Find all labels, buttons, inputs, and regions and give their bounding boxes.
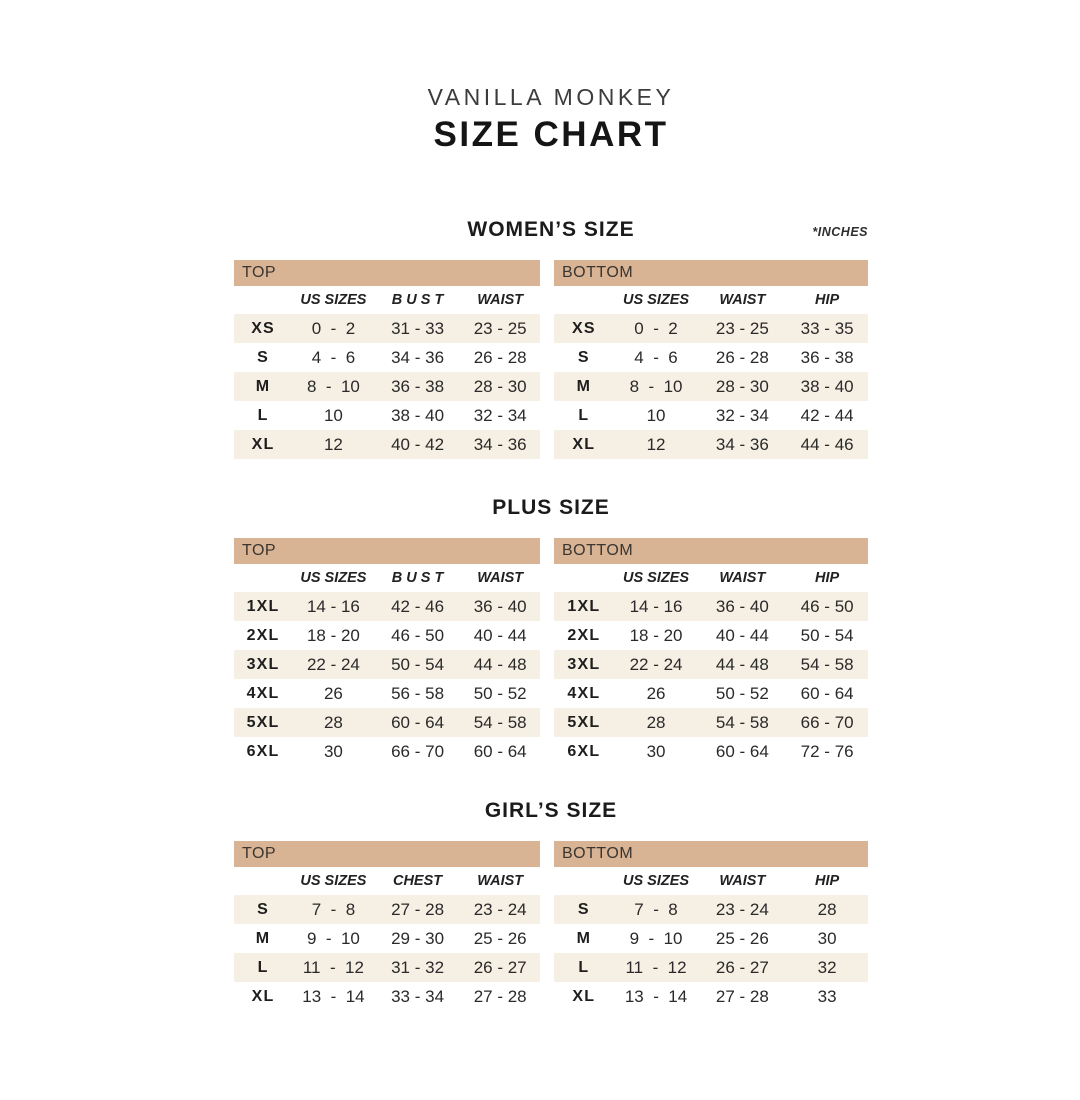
table-cell: 32 - 34 (473, 405, 527, 425)
table-row (554, 343, 868, 372)
size-label: 2XL (567, 626, 601, 644)
table-cell: 54 - 58 (715, 712, 769, 732)
table-bar-label: TOP (234, 538, 540, 564)
section-womens-header (234, 217, 868, 243)
size-label: XL (251, 987, 275, 1005)
table-cell: 12 (646, 434, 666, 454)
table-cell: 46 - 50 (800, 596, 854, 616)
size-label: L (578, 406, 590, 424)
column-header: HIP (815, 570, 840, 586)
table-cell: 27 - 28 (715, 986, 769, 1006)
table-cell: 29 - 30 (391, 928, 445, 948)
table-cell: 11 - 12 (302, 957, 364, 977)
table-row (554, 679, 868, 708)
table-cell: 66 - 70 (391, 741, 445, 761)
girls-top-table (234, 841, 540, 1011)
column-header: HIP (815, 292, 840, 308)
table-cell: 28 (646, 712, 666, 732)
size-label: L (257, 958, 269, 976)
table-cell: 9 - 10 (629, 928, 683, 948)
table-cell: 44 - 48 (473, 654, 527, 674)
size-label: 5XL (246, 713, 280, 731)
section-title: WOMEN’S SIZE (467, 218, 635, 241)
table-column-headers (234, 286, 540, 314)
table-row (234, 372, 540, 401)
table-cell: 31 - 33 (391, 318, 445, 338)
table-row (234, 953, 540, 982)
size-label: 5XL (567, 713, 601, 731)
table-cell: 40 - 42 (391, 434, 445, 454)
column-header: US SIZES (300, 570, 367, 586)
table-row (234, 679, 540, 708)
table-bar-label: TOP (234, 260, 540, 286)
column-header: WAIST (477, 570, 524, 586)
table-body (554, 314, 868, 459)
table-row (234, 708, 540, 737)
column-header: WAIST (477, 292, 524, 308)
table-cell: 31 - 32 (391, 957, 445, 977)
table-cell: 12 (323, 434, 343, 454)
table-cell: 34 - 36 (391, 347, 445, 367)
table-cell: 26 - 27 (473, 957, 527, 977)
section-plus-header (234, 495, 868, 521)
size-label: 6XL (567, 742, 601, 760)
size-label: 3XL (246, 655, 280, 673)
girls-bottom-table (554, 841, 868, 1011)
size-label: 1XL (567, 597, 601, 615)
table-cell: 25 - 26 (473, 928, 527, 948)
size-label: 1XL (246, 597, 280, 615)
table-body (554, 895, 868, 1011)
table-cell: 33 - 35 (800, 318, 854, 338)
table-cell: 44 - 48 (715, 654, 769, 674)
table-cell: 28 (817, 899, 837, 919)
column-header: CHEST (392, 873, 443, 889)
column-header: HIP (815, 873, 840, 889)
table-bar-label: BOTTOM (554, 260, 868, 286)
table-cell: 0 - 2 (634, 318, 678, 338)
size-label: XL (251, 435, 275, 453)
section-title: PLUS SIZE (492, 496, 610, 519)
size-label: M (255, 377, 271, 395)
size-label: L (578, 958, 590, 976)
table-row (234, 621, 540, 650)
table-cell: 22 - 24 (306, 654, 360, 674)
table-cell: 23 - 25 (715, 318, 769, 338)
table-column-headers (234, 867, 540, 895)
table-row (234, 924, 540, 953)
table-body (234, 314, 540, 459)
table-cell: 23 - 24 (715, 899, 769, 919)
table-cell: 38 - 40 (800, 376, 854, 396)
size-label: L (257, 406, 269, 424)
table-row (234, 430, 540, 459)
plus-top-table (234, 538, 540, 766)
size-label: S (257, 348, 269, 366)
table-row (234, 314, 540, 343)
table-cell: 27 - 28 (391, 899, 445, 919)
table-row (554, 953, 868, 982)
table-cell: 60 - 64 (715, 741, 769, 761)
table-row (554, 314, 868, 343)
table-cell: 18 - 20 (306, 625, 360, 645)
table-cell: 8 - 10 (629, 376, 683, 396)
table-cell: 33 - 34 (391, 986, 445, 1006)
section-girls-size (234, 798, 868, 1011)
size-label: 4XL (246, 684, 280, 702)
section-plus-size (234, 495, 868, 766)
table-column-headers (554, 867, 868, 895)
table-row (554, 372, 868, 401)
section-womens-size (234, 217, 868, 459)
size-chart-page (234, 0, 868, 1011)
table-cell: 26 (646, 683, 666, 703)
size-label: XL (572, 987, 596, 1005)
page-title: SIZE CHART (433, 115, 669, 154)
table-row (554, 737, 868, 766)
plus-bottom-table (554, 538, 868, 766)
table-body (554, 592, 868, 766)
section-title: GIRL’S SIZE (484, 799, 618, 822)
units-note: *INCHES (812, 225, 868, 239)
table-cell: 8 - 10 (306, 376, 360, 396)
table-cell: 26 (323, 683, 343, 703)
table-bar-label: BOTTOM (554, 538, 868, 564)
column-header: US SIZES (623, 873, 690, 889)
table-cell: 50 - 54 (800, 625, 854, 645)
table-cell: 14 - 16 (629, 596, 683, 616)
size-label: 4XL (567, 684, 601, 702)
table-row (554, 430, 868, 459)
womens-bottom-table (554, 260, 868, 459)
table-cell: 60 - 64 (473, 741, 527, 761)
table-cell: 36 - 38 (391, 376, 445, 396)
table-row (554, 982, 868, 1011)
column-header: B U S T (391, 570, 444, 586)
table-cell: 11 - 12 (625, 957, 687, 977)
plus-tables (234, 538, 868, 766)
table-column-headers (554, 286, 868, 314)
table-cell: 7 - 8 (634, 899, 678, 919)
table-cell: 36 - 38 (800, 347, 854, 367)
table-cell: 28 - 30 (715, 376, 769, 396)
table-cell: 50 - 52 (473, 683, 527, 703)
table-cell: 44 - 46 (800, 434, 854, 454)
table-cell: 66 - 70 (800, 712, 854, 732)
table-cell: 0 - 2 (311, 318, 356, 338)
table-cell: 60 - 64 (391, 712, 445, 732)
table-cell: 54 - 58 (800, 654, 854, 674)
table-cell: 27 - 28 (473, 986, 527, 1006)
table-row (554, 592, 868, 621)
size-label: S (577, 348, 590, 366)
size-label: XS (251, 319, 275, 337)
size-label: S (257, 900, 269, 918)
table-cell: 30 (817, 928, 837, 948)
table-cell: 10 (646, 405, 666, 425)
table-row (234, 982, 540, 1011)
table-cell: 4 - 6 (311, 347, 356, 367)
table-column-headers (234, 564, 540, 592)
table-cell: 23 - 25 (473, 318, 527, 338)
column-header: WAIST (719, 570, 766, 586)
table-body (234, 895, 540, 1011)
table-cell: 34 - 36 (715, 434, 769, 454)
table-cell: 38 - 40 (391, 405, 445, 425)
table-cell: 28 - 30 (473, 376, 527, 396)
table-cell: 13 - 14 (302, 986, 365, 1006)
section-girls-header (234, 798, 868, 824)
table-row (554, 895, 868, 924)
table-cell: 23 - 24 (473, 899, 527, 919)
column-header: US SIZES (623, 570, 690, 586)
table-cell: 4 - 6 (634, 347, 678, 367)
table-cell: 10 (323, 405, 343, 425)
table-cell: 36 - 40 (715, 596, 769, 616)
table-cell: 32 (817, 957, 837, 977)
size-label: 3XL (567, 655, 601, 673)
column-header: B U S T (391, 292, 444, 308)
brand-name: VANILLA MONKEY (427, 84, 675, 110)
table-cell: 30 (323, 741, 343, 761)
page-header (234, 0, 868, 155)
table-cell: 42 - 44 (800, 405, 854, 425)
table-row (554, 708, 868, 737)
table-cell: 33 (817, 986, 837, 1006)
table-cell: 54 - 58 (473, 712, 527, 732)
size-label: 2XL (246, 626, 280, 644)
table-row (554, 621, 868, 650)
table-cell: 13 - 14 (624, 986, 688, 1006)
table-cell: 7 - 8 (311, 899, 356, 919)
table-row (234, 737, 540, 766)
size-label: 6XL (246, 742, 280, 760)
size-label: M (255, 929, 271, 947)
table-cell: 26 - 27 (715, 957, 769, 977)
table-body (234, 592, 540, 766)
table-column-headers (554, 564, 868, 592)
table-cell: 25 - 26 (715, 928, 769, 948)
column-header: US SIZES (300, 292, 367, 308)
table-cell: 22 - 24 (629, 654, 683, 674)
column-header: US SIZES (623, 292, 690, 308)
table-cell: 32 - 34 (715, 405, 769, 425)
table-row (554, 650, 868, 679)
table-row (234, 343, 540, 372)
table-cell: 56 - 58 (391, 683, 445, 703)
size-label: S (577, 900, 590, 918)
column-header: WAIST (477, 873, 524, 889)
table-cell: 40 - 44 (715, 625, 769, 645)
table-cell: 26 - 28 (473, 347, 527, 367)
table-row (234, 650, 540, 679)
table-row (554, 924, 868, 953)
table-cell: 26 - 28 (715, 347, 769, 367)
size-label: XS (571, 319, 596, 337)
table-bar-label: BOTTOM (554, 841, 868, 867)
table-cell: 14 - 16 (306, 596, 360, 616)
table-cell: 50 - 54 (391, 654, 445, 674)
table-cell: 36 - 40 (473, 596, 527, 616)
size-label: M (576, 377, 592, 395)
table-cell: 28 (323, 712, 343, 732)
size-label: XL (572, 435, 596, 453)
column-header: US SIZES (300, 873, 367, 889)
womens-tables (234, 260, 868, 459)
table-row (234, 895, 540, 924)
table-row (234, 401, 540, 430)
table-row (234, 592, 540, 621)
column-header: WAIST (719, 873, 766, 889)
column-header: WAIST (719, 292, 766, 308)
table-cell: 30 (646, 741, 666, 761)
womens-top-table (234, 260, 540, 459)
table-cell: 46 - 50 (391, 625, 445, 645)
table-cell: 50 - 52 (715, 683, 769, 703)
table-cell: 42 - 46 (391, 596, 445, 616)
table-cell: 34 - 36 (473, 434, 527, 454)
table-bar-label: TOP (234, 841, 540, 867)
table-cell: 60 - 64 (800, 683, 854, 703)
table-cell: 40 - 44 (473, 625, 527, 645)
table-cell: 9 - 10 (306, 928, 360, 948)
table-cell: 72 - 76 (800, 741, 854, 761)
table-row (554, 401, 868, 430)
girls-tables (234, 841, 868, 1011)
size-label: M (576, 929, 592, 947)
table-cell: 18 - 20 (629, 625, 683, 645)
